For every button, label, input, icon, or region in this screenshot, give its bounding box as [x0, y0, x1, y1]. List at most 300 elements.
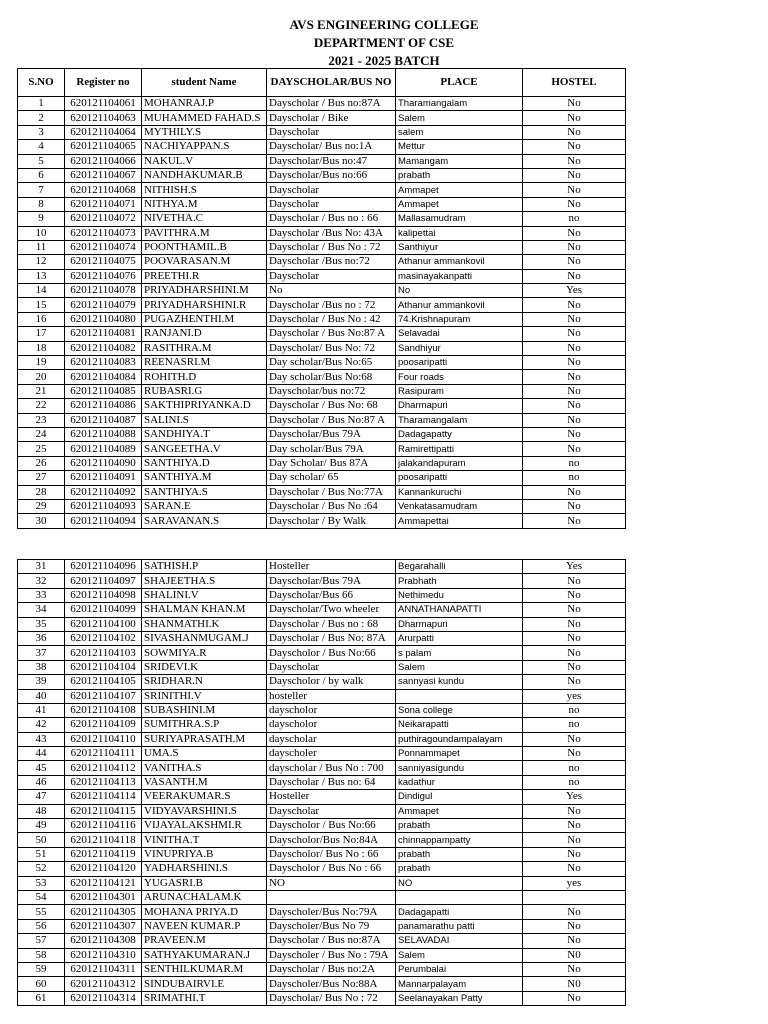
register-cell: 620121104093 — [65, 499, 142, 513]
name-cell: PAVITHRA.M — [142, 226, 267, 240]
place-cell — [396, 890, 523, 904]
place-cell: prabath — [396, 862, 523, 876]
hostel-cell: N0 — [523, 948, 626, 962]
register-cell: 620121104081 — [65, 327, 142, 341]
place-cell: Sandhiyur — [396, 341, 523, 355]
hostel-cell: no — [523, 456, 626, 470]
dayscholar-cell: Dayscholar/Bus no:47 — [267, 154, 396, 168]
name-cell: SHALMAN KHAN.M — [142, 603, 267, 617]
register-cell: 620121104107 — [65, 689, 142, 703]
hostel-cell: No — [523, 427, 626, 441]
register-cell: 620121104083 — [65, 356, 142, 370]
dayscholar-cell: dayscholar / Bus No : 700 — [267, 761, 396, 775]
name-cell: NIVETHA.C — [142, 212, 267, 226]
register-cell: 620121104305 — [65, 905, 142, 919]
sno-cell: 3 — [18, 125, 65, 139]
hostel-cell: No — [523, 413, 626, 427]
place-cell: SELAVADAI — [396, 934, 523, 948]
hostel-cell: No — [523, 862, 626, 876]
name-cell: VANITHA.S — [142, 761, 267, 775]
place-cell: prabath — [396, 819, 523, 833]
register-cell: 620121104311 — [65, 962, 142, 976]
sno-cell: 11 — [18, 240, 65, 254]
register-cell: 620121104096 — [65, 560, 142, 574]
dayscholar-cell: Dayscholar — [267, 804, 396, 818]
sno-cell: 60 — [18, 977, 65, 991]
name-cell: NANDHAKUMAR.B — [142, 168, 267, 182]
sno-cell: 1 — [18, 97, 65, 111]
place-cell: Dadagapatty — [396, 427, 523, 441]
sno-cell: 8 — [18, 197, 65, 211]
hostel-cell: No — [523, 384, 626, 398]
table-row — [18, 427, 626, 441]
table-row — [18, 442, 626, 456]
table-row — [18, 761, 626, 775]
name-cell: YUGASRI.B — [142, 876, 267, 890]
name-cell: REENASRI.M — [142, 356, 267, 370]
register-cell: 620121104088 — [65, 427, 142, 441]
place-cell: Tharamangalam — [396, 413, 523, 427]
table-row — [18, 833, 626, 847]
place-cell: Ammapettai — [396, 514, 523, 528]
table-row — [18, 660, 626, 674]
table-row — [18, 269, 626, 283]
sno-cell: 58 — [18, 948, 65, 962]
dayscholar-cell: Day scholar/Bus No:68 — [267, 370, 396, 384]
table-row — [18, 111, 626, 125]
dayscholar-cell: dayscholor — [267, 703, 396, 717]
table-row — [18, 962, 626, 976]
table-row — [18, 703, 626, 717]
dayscholar-cell: Dayscholar / Bus No: 87A — [267, 631, 396, 645]
dayscholar-cell: Dayscholar/bus no:72 — [267, 384, 396, 398]
register-cell: 620121104090 — [65, 456, 142, 470]
table-row — [18, 862, 626, 876]
name-cell: SALINI.S — [142, 413, 267, 427]
place-cell: jalakandapuram — [396, 456, 523, 470]
place-cell: prabath — [396, 168, 523, 182]
dayscholar-cell — [267, 890, 396, 904]
table-row — [18, 284, 626, 298]
name-cell: VASANTH.M — [142, 775, 267, 789]
table-row — [18, 775, 626, 789]
name-cell: VEERAKUMAR.S — [142, 790, 267, 804]
name-cell: SRIDHAR.N — [142, 675, 267, 689]
sno-cell: 13 — [18, 269, 65, 283]
dayscholar-cell: Dayscholer / Bus No : 79A — [267, 948, 396, 962]
hostel-cell: no — [523, 775, 626, 789]
name-cell: SANDHIYA.T — [142, 427, 267, 441]
register-cell: 620121104064 — [65, 125, 142, 139]
register-cell: 620121104067 — [65, 168, 142, 182]
register-cell: 620121104113 — [65, 775, 142, 789]
hostel-cell: No — [523, 255, 626, 269]
hostel-cell: No — [523, 574, 626, 588]
dayscholar-cell: Dayscholar/ Bus No : 72 — [267, 991, 396, 1005]
table-row — [18, 847, 626, 861]
table-row — [18, 560, 626, 574]
dayscholar-cell: Dayscholor / by walk — [267, 675, 396, 689]
register-cell: 620121104308 — [65, 934, 142, 948]
col-sno-header: S.NO — [18, 69, 65, 97]
register-cell: 620121104075 — [65, 255, 142, 269]
name-cell: SANTHIYA.M — [142, 471, 267, 485]
sno-cell: 46 — [18, 775, 65, 789]
register-cell: 620121104086 — [65, 399, 142, 413]
place-cell: Santhiyur — [396, 240, 523, 254]
table-row — [18, 183, 626, 197]
register-cell: 620121104085 — [65, 384, 142, 398]
sno-cell: 47 — [18, 790, 65, 804]
register-cell: 620121104110 — [65, 732, 142, 746]
department-title: DEPARTMENT OF CSE — [313, 35, 455, 50]
sno-cell: 42 — [18, 718, 65, 732]
place-cell: Mallasamudram — [396, 212, 523, 226]
table-row — [18, 471, 626, 485]
sno-cell: 10 — [18, 226, 65, 240]
register-cell: 620121104119 — [65, 847, 142, 861]
name-cell: RANJANI.D — [142, 327, 267, 341]
name-cell: NITHISH.S — [142, 183, 267, 197]
place-cell: Mettur — [396, 140, 523, 154]
place-cell: ANNATHANAPATTI — [396, 603, 523, 617]
name-cell: NITHYA.M — [142, 197, 267, 211]
register-cell: 620121104097 — [65, 574, 142, 588]
name-cell: PRIYADHARSHINI.R — [142, 298, 267, 312]
name-cell: PREETHI.R — [142, 269, 267, 283]
name-cell: SATHYAKUMARAN.J — [142, 948, 267, 962]
table-row — [18, 977, 626, 991]
name-cell: PRAVEEN.M — [142, 934, 267, 948]
sno-cell: 2 — [18, 111, 65, 125]
table-row — [18, 934, 626, 948]
register-cell: 620121104063 — [65, 111, 142, 125]
col-place-header: PLACE — [396, 69, 523, 97]
sno-cell: 32 — [18, 574, 65, 588]
dayscholar-cell: Dayscholar — [267, 125, 396, 139]
hostel-cell: No — [523, 240, 626, 254]
hostel-cell: No — [523, 646, 626, 660]
sno-cell: 19 — [18, 356, 65, 370]
table-row — [18, 514, 626, 528]
table-row — [18, 804, 626, 818]
register-cell: 620121104118 — [65, 833, 142, 847]
place-cell: salem — [396, 125, 523, 139]
sno-cell: 16 — [18, 312, 65, 326]
sno-cell: 59 — [18, 962, 65, 976]
place-cell: Seelanayakan Patty — [396, 991, 523, 1005]
dayscholar-cell: No — [267, 284, 396, 298]
register-cell: 620121104108 — [65, 703, 142, 717]
dayscholar-cell: Day scholar/Bus No:65 — [267, 356, 396, 370]
name-cell: SARAVANAN.S — [142, 514, 267, 528]
hostel-cell — [523, 890, 626, 904]
hostel-cell: no — [523, 761, 626, 775]
name-cell: RUBASRI.G — [142, 384, 267, 398]
place-cell: panamarathu patti — [396, 919, 523, 933]
hostel-cell: No — [523, 154, 626, 168]
name-cell: MOHANA PRIYA.D — [142, 905, 267, 919]
hostel-cell: no — [523, 703, 626, 717]
dayscholar-cell: Dayscholer/Bus No:88A — [267, 977, 396, 991]
col-hostel-header: HOSTEL — [523, 69, 626, 97]
sno-cell: 25 — [18, 442, 65, 456]
dayscholar-cell: Dayscholar/Bus 79A — [267, 427, 396, 441]
hostel-cell: no — [523, 718, 626, 732]
hostel-cell: No — [523, 833, 626, 847]
place-cell: Kannankuruchi — [396, 485, 523, 499]
place-cell: Arurpatti — [396, 631, 523, 645]
hostel-cell: No — [523, 341, 626, 355]
sno-cell: 23 — [18, 413, 65, 427]
sno-cell: 12 — [18, 255, 65, 269]
place-cell: s palam — [396, 646, 523, 660]
name-cell: SATHISH.P — [142, 560, 267, 574]
dayscholar-cell: Dayscholar / Bus No: 68 — [267, 399, 396, 413]
register-cell: 620121104121 — [65, 876, 142, 890]
sno-cell: 39 — [18, 675, 65, 689]
hostel-cell: yes — [523, 876, 626, 890]
sno-cell: 54 — [18, 890, 65, 904]
sno-cell: 34 — [18, 603, 65, 617]
sno-cell: 14 — [18, 284, 65, 298]
sno-cell: 31 — [18, 560, 65, 574]
hostel-cell: No — [523, 312, 626, 326]
register-cell: 620121104314 — [65, 991, 142, 1005]
sno-cell: 5 — [18, 154, 65, 168]
name-cell: SANGEETHA.V — [142, 442, 267, 456]
dayscholar-cell: Dayscholar/Bus 66 — [267, 588, 396, 602]
hostel-cell: N0 — [523, 977, 626, 991]
table-row — [18, 499, 626, 513]
hostel-cell: No — [523, 919, 626, 933]
dayscholar-cell: Dayscholar / Bus no : 68 — [267, 617, 396, 631]
sno-cell: 36 — [18, 631, 65, 645]
register-cell: 620121104307 — [65, 919, 142, 933]
hostel-cell: No — [523, 168, 626, 182]
sno-cell: 45 — [18, 761, 65, 775]
place-cell: Salem — [396, 111, 523, 125]
place-cell: Ramirettipatti — [396, 442, 523, 456]
register-cell: 620121104076 — [65, 269, 142, 283]
place-cell: NO — [396, 876, 523, 890]
hostel-cell: No — [523, 660, 626, 674]
dayscholar-cell: Dayscholar / Bus no:87A — [267, 97, 396, 111]
place-cell: Ammapet — [396, 197, 523, 211]
table-row — [18, 327, 626, 341]
batch-title: 2021 - 2025 BATCH — [328, 53, 440, 68]
dayscholar-cell: Dayscholar — [267, 197, 396, 211]
name-cell: NACHIYAPPAN.S — [142, 140, 267, 154]
sno-cell: 35 — [18, 617, 65, 631]
sno-cell: 37 — [18, 646, 65, 660]
hostel-cell: No — [523, 399, 626, 413]
table-row — [18, 485, 626, 499]
hostel-cell: No — [523, 356, 626, 370]
col-name-header: student Name — [142, 69, 267, 97]
col-dayscholar-header: DAYSCHOLAR/BUS NO — [267, 69, 396, 97]
sno-cell: 43 — [18, 732, 65, 746]
name-cell: SENTHILKUMAR.M — [142, 962, 267, 976]
table-row — [18, 718, 626, 732]
register-cell: 620121104105 — [65, 675, 142, 689]
table-row — [18, 790, 626, 804]
place-cell: Tharamangalam — [396, 97, 523, 111]
hostel-cell: No — [523, 617, 626, 631]
table-row — [18, 240, 626, 254]
register-cell: 620121104120 — [65, 862, 142, 876]
table-body-2 — [18, 560, 626, 1006]
sno-cell: 38 — [18, 660, 65, 674]
dayscholar-cell: Dayscholar / Bus No:87 A — [267, 413, 396, 427]
name-cell: UMA.S — [142, 747, 267, 761]
dayscholar-cell: Day scholar/Bus 79A — [267, 442, 396, 456]
table-row — [18, 125, 626, 139]
sno-cell: 61 — [18, 991, 65, 1005]
register-cell: 620121104073 — [65, 226, 142, 240]
table-row — [18, 603, 626, 617]
sno-cell: 50 — [18, 833, 65, 847]
dayscholar-cell: Dayscholar / Bus No :64 — [267, 499, 396, 513]
sno-cell: 44 — [18, 747, 65, 761]
hostel-cell: yes — [523, 689, 626, 703]
table-row — [18, 298, 626, 312]
hostel-cell: No — [523, 962, 626, 976]
hostel-cell: No — [523, 631, 626, 645]
hostel-cell: No — [523, 298, 626, 312]
place-cell: Selavadai — [396, 327, 523, 341]
table-row — [18, 168, 626, 182]
place-cell: Sona college — [396, 703, 523, 717]
table-row — [18, 675, 626, 689]
hostel-cell: No — [523, 183, 626, 197]
register-cell: 620121104066 — [65, 154, 142, 168]
register-cell: 620121104092 — [65, 485, 142, 499]
place-cell: Mamangam — [396, 154, 523, 168]
name-cell: SURIYAPRASATH.M — [142, 732, 267, 746]
table-row — [18, 140, 626, 154]
hostel-cell: No — [523, 588, 626, 602]
sno-cell: 29 — [18, 499, 65, 513]
register-cell: 620121104310 — [65, 948, 142, 962]
dayscholar-cell: Dayscholar / Bus No : 72 — [267, 240, 396, 254]
table-row — [18, 312, 626, 326]
place-cell: sanniyasigundu — [396, 761, 523, 775]
sno-cell: 52 — [18, 862, 65, 876]
register-cell: 620121104068 — [65, 183, 142, 197]
register-cell: 620121104109 — [65, 718, 142, 732]
name-cell: MOHANRAJ.P — [142, 97, 267, 111]
name-cell: SHANMATHI.K — [142, 617, 267, 631]
dayscholar-cell: Dayscholar / Bus no : 66 — [267, 212, 396, 226]
table-row — [18, 732, 626, 746]
table-row — [18, 948, 626, 962]
dayscholar-cell: Hosteller — [267, 560, 396, 574]
place-cell: Dharmapuri — [396, 617, 523, 631]
dayscholar-cell: Dayscholar / Bus No:77A — [267, 485, 396, 499]
hostel-cell: No — [523, 140, 626, 154]
table-row — [18, 226, 626, 240]
table-row — [18, 631, 626, 645]
table-row — [18, 456, 626, 470]
dayscholar-cell: Dayscholar / Bus no:2A — [267, 962, 396, 976]
place-cell: Salem — [396, 660, 523, 674]
sno-cell: 6 — [18, 168, 65, 182]
place-cell: Ponnammapet — [396, 747, 523, 761]
place-cell: Athanur ammankovil — [396, 298, 523, 312]
sno-cell: 56 — [18, 919, 65, 933]
place-cell: Rasipuram — [396, 384, 523, 398]
dayscholar-cell: Dayscholor/ Bus No : 66 — [267, 847, 396, 861]
hostel-cell: No — [523, 804, 626, 818]
name-cell: SOWMIYA.R — [142, 646, 267, 660]
place-cell: kalipettai — [396, 226, 523, 240]
place-cell: Four roads — [396, 370, 523, 384]
table-row — [18, 890, 626, 904]
dayscholar-cell: Dayscholer/Bus No:79A — [267, 905, 396, 919]
table-body-1 — [18, 97, 626, 529]
name-cell: SANTHIYA.D — [142, 456, 267, 470]
register-cell: 620121104074 — [65, 240, 142, 254]
table-header-row — [18, 69, 626, 97]
place-cell: No — [396, 284, 523, 298]
register-cell: 620121104078 — [65, 284, 142, 298]
register-cell: 620121104312 — [65, 977, 142, 991]
name-cell: SUBASHINI.M — [142, 703, 267, 717]
dayscholar-cell: Day Scholar/ Bus 87A — [267, 456, 396, 470]
register-cell: 620121104116 — [65, 819, 142, 833]
place-cell: prabath — [396, 847, 523, 861]
hostel-cell: No — [523, 125, 626, 139]
sno-cell: 51 — [18, 847, 65, 861]
place-cell — [396, 689, 523, 703]
table-row — [18, 370, 626, 384]
name-cell: SUMITHRA.S.P — [142, 718, 267, 732]
hostel-cell: No — [523, 514, 626, 528]
table-row — [18, 646, 626, 660]
table-row — [18, 876, 626, 890]
place-cell: Ammapet — [396, 804, 523, 818]
name-cell: SANTHIYA.S — [142, 485, 267, 499]
sno-cell: 40 — [18, 689, 65, 703]
dayscholar-cell: Dayscholar/Bus no:66 — [267, 168, 396, 182]
student-table-1 — [17, 68, 626, 529]
sno-cell: 15 — [18, 298, 65, 312]
dayscholar-cell: Dayscholor / Bus No:66 — [267, 819, 396, 833]
name-cell: POONTHAMIL.B — [142, 240, 267, 254]
place-cell: Dharmapuri — [396, 399, 523, 413]
register-cell: 620121104094 — [65, 514, 142, 528]
table-row — [18, 588, 626, 602]
dayscholar-cell: Dayscholar/ Bus No: 72 — [267, 341, 396, 355]
table-row — [18, 689, 626, 703]
name-cell: YADHARSHINI.S — [142, 862, 267, 876]
sno-cell: 21 — [18, 384, 65, 398]
dayscholar-cell: Dayscholor / Bus No : 66 — [267, 862, 396, 876]
name-cell: SHALINI.V — [142, 588, 267, 602]
dayscholar-cell: Dayscholar / Bus no: 64 — [267, 775, 396, 789]
place-cell: Salem — [396, 948, 523, 962]
register-cell: 620121104091 — [65, 471, 142, 485]
register-cell: 620121104061 — [65, 97, 142, 111]
table-row — [18, 905, 626, 919]
register-cell: 620121104104 — [65, 660, 142, 674]
sno-cell: 27 — [18, 471, 65, 485]
dayscholar-cell: Dayscholar — [267, 269, 396, 283]
name-cell: NAKUL.V — [142, 154, 267, 168]
table-row — [18, 197, 626, 211]
place-cell: kadathur — [396, 775, 523, 789]
